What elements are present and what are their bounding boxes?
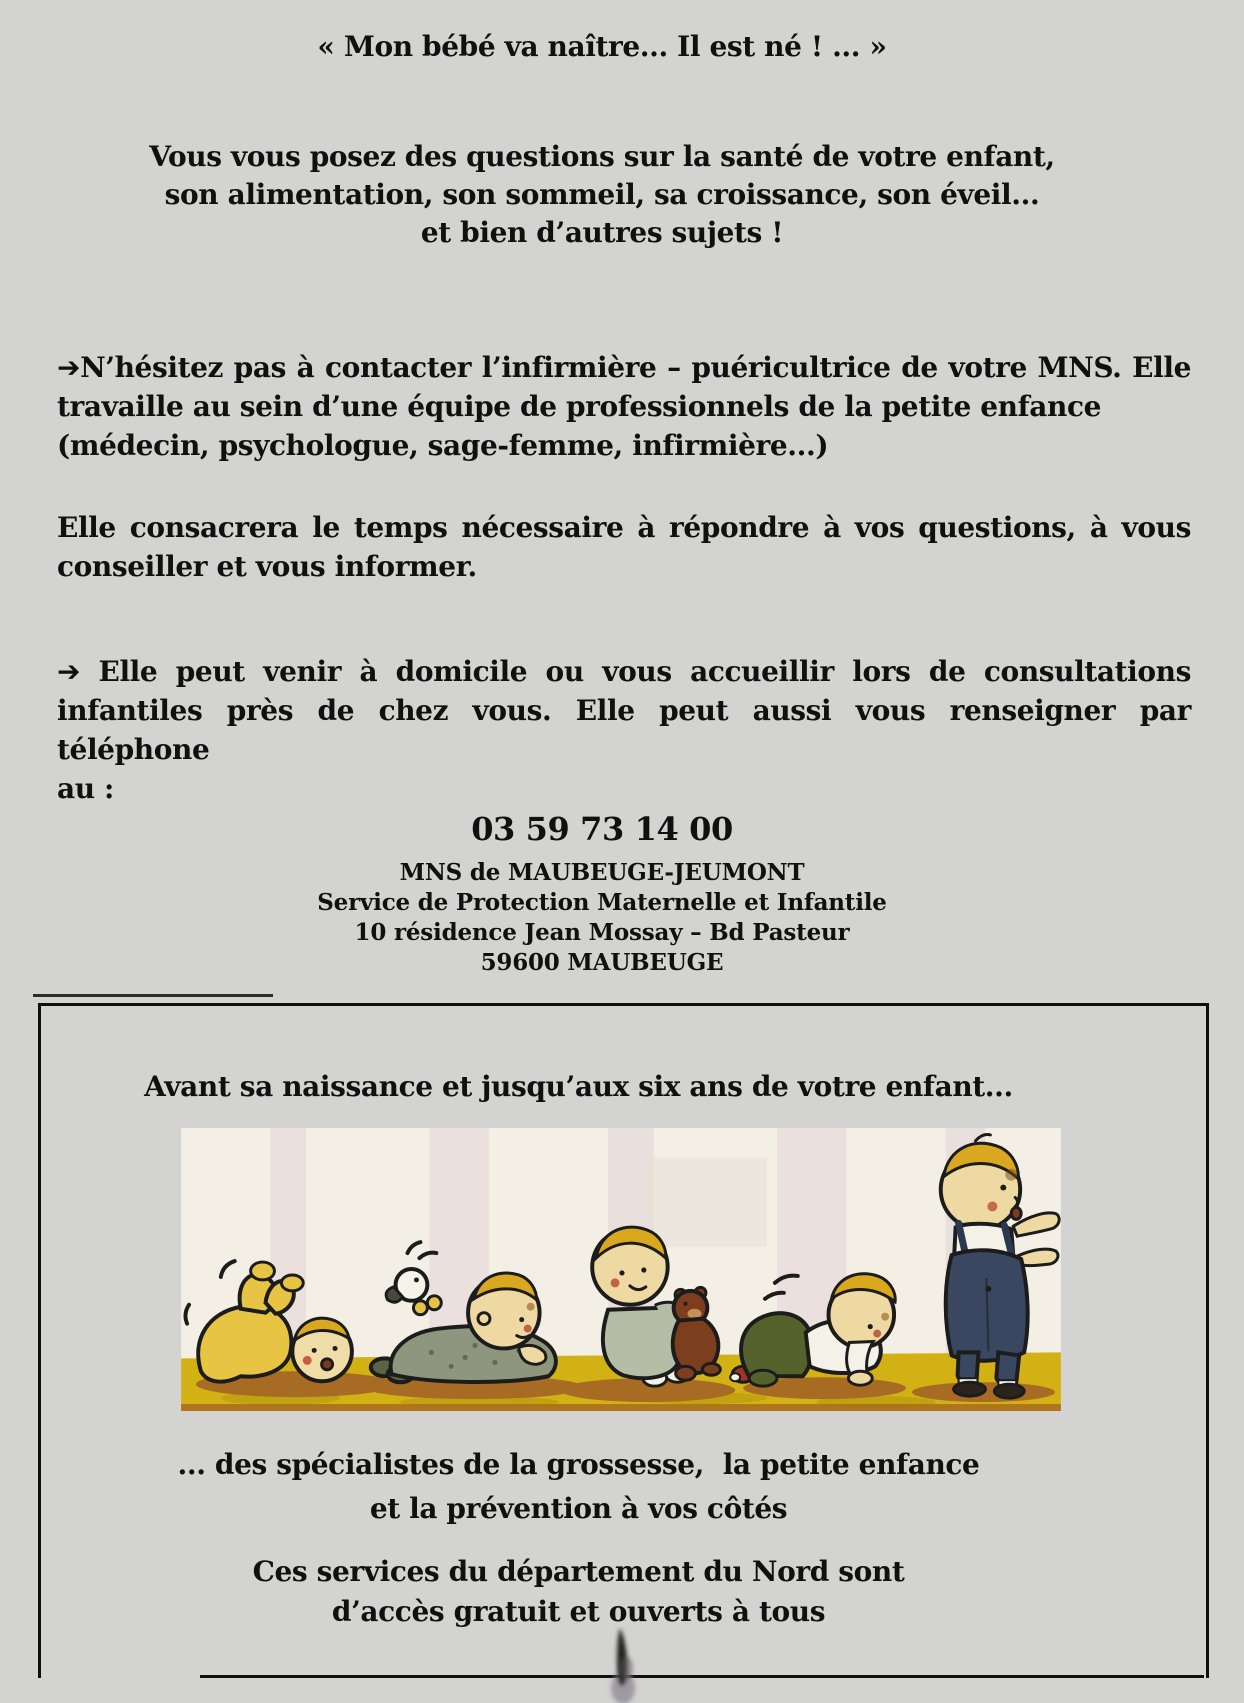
caption-line: et la prévention à vos côtés: [369, 1492, 788, 1525]
address-line: MNS de MAUBEUGE-JEUMONT: [399, 859, 805, 886]
arrow-right-icon: ➔: [57, 655, 81, 688]
intro-paragraph: [0, 138, 1204, 252]
footer-line: d’accès gratuit et ouverts à tous: [331, 1595, 826, 1628]
phone-number: 03 59 73 14 00: [471, 810, 733, 848]
intro-line: Vous vous posez des questions sur la santé de votre enfant,: [149, 140, 1055, 173]
address-block: [0, 858, 1204, 978]
box-footer: [41, 1552, 1116, 1632]
arrow-right-icon: ➔: [57, 351, 81, 384]
paragraph-line: (médecin, psychologue, sage-femme, infirmière...): [57, 429, 829, 462]
address-line: 10 résidence Jean Mossay – Bd Pasteur: [354, 919, 850, 946]
caption-line: ... des spécialistes de la grossesse, la petite enfance: [177, 1448, 980, 1481]
ink-smudge: [600, 1626, 644, 1703]
paragraph-line: ➔ Elle peut venir à domicile ou vous accueillir lors de consultations: [57, 655, 1191, 688]
paragraph-line: Elle consacrera le temps nécessaire à répondre à vos questions, à vous: [57, 511, 1191, 544]
box-heading: Avant sa naissance et jusqu’aux six ans de votre enfant...: [144, 1070, 1013, 1103]
box-caption: [41, 1443, 1116, 1531]
box-bottom-border: [200, 1675, 1204, 1678]
paragraph-line: ➔N’hésitez pas à contacter l’infirmière – puéricultrice de votre MNS. Elle: [57, 351, 1191, 384]
footer-line: Ces services du département du Nord sont: [252, 1555, 905, 1588]
page-title: « Mon bébé va naître... Il est né ! ... »: [317, 30, 887, 63]
intro-line: son alimentation, son sommeil, sa croissance, son éveil...: [164, 178, 1040, 211]
paragraph-line: infantiles près de chez vous. Elle peut aussi vous renseigner par téléphone: [57, 694, 1191, 766]
paragraph-line: conseiller et vous informer.: [57, 550, 477, 583]
paragraph-contact: [57, 348, 1191, 465]
paragraph-time: [57, 508, 1191, 586]
address-line: 59600 MAUBEUGE: [480, 949, 724, 976]
child-development-illustration: [178, 1128, 1064, 1411]
paragraph-line: travaille au sein d’une équipe de professionnels de la petite enfance: [57, 390, 1102, 423]
info-box: [38, 1003, 1209, 1678]
address-line: Service de Protection Maternelle et Infantile: [317, 889, 887, 916]
floor-edge: [181, 1404, 1061, 1411]
paragraph-line: au :: [57, 772, 114, 805]
paragraph-visit: [57, 652, 1191, 808]
intro-line: et bien d’autres sujets !: [420, 216, 784, 249]
scan-artifact-line: [33, 994, 273, 997]
